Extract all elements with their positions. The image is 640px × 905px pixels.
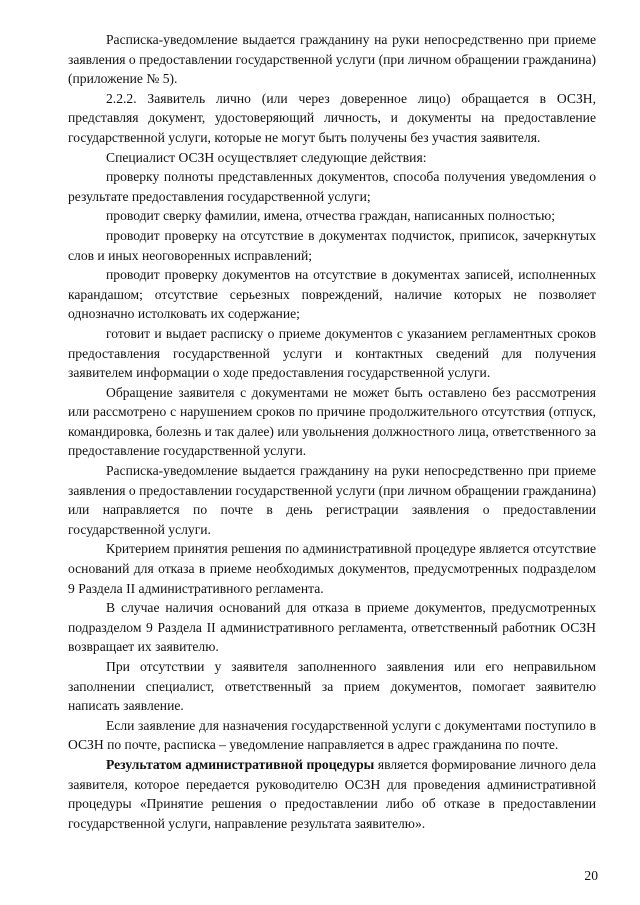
list-item: проверку полноты представленных документов, способа получения уведомления о результате предоставления государственной услуги; [68,169,596,204]
page-number: 20 [584,868,598,883]
document-body [68,30,596,833]
paragraph: Обращение заявителя с документами не может быть оставлено без рассмотрения или рассмотрено с нарушением сроков по причине продолжительного отсутствия (отпуск, командировка, болезнь и так далее) или увольнения должностного лица, ответственного за предоставление государственной услуги. [68,384,596,459]
paragraph: При отсутствии у заявителя заполненного заявления или его неправильном заполнении специалист, ответственный за прием документов, помогает заявителю написать заявление. [68,659,596,714]
result-bold-lead: Результатом административной процедуры [106,756,375,772]
paragraph: Расписка-уведомление выдается гражданину на руки непосредственно при приеме заявления о предоставлении государственной услуги (при личном обращении гражданина) (приложение № 5). [68,32,596,87]
paragraph: Расписка-уведомление выдается гражданину на руки непосредственно при приеме заявления о предоставлении государственной услуги (при личном обращении гражданина) или направляется по почте в день регистрации заявления о предоставлении государственной услуги. [68,463,596,537]
paragraph: Если заявление для назначения государственной услуги с документами поступило в ОСЗН по почте, расписка – уведомление направляется в адрес гражданина по почте. [68,717,596,753]
result-text: является формирование личного дела заявителя, которое передается руководителю ОСЗН для проведения административной процедуры «Принятие решения о предоставлении либо об отказе в предоставлении государственной услуги, направление результата заявителю». [68,756,596,831]
paragraph: 2.2.2. Заявитель лично (или через доверенное лицо) обращается в ОСЗН, представляя документ, удостоверяющий личность, и документы на предоставление государственной услуги, которые не могут быть получены без участия заявителя. [68,90,596,145]
result-paragraph [68,755,596,833]
list-item: проводит сверку фамилии, имена, отчества граждан, написанных полностью; [106,208,556,224]
paragraph: Специалист ОСЗН осуществляет следующие действия: [106,149,427,165]
paragraph: В случае наличия оснований для отказа в приеме документов, предусмотренных подразделом 9 Раздела II административного регламента, ответственный работник ОСЗН возвращает их заявителю. [68,600,596,655]
paragraph: Критерием принятия решения по административной процедуре является отсутствие оснований для отказа в приеме необходимых документов, предусмотренных подразделом 9 Раздела II административного регламента. [68,541,596,596]
list-item: проводит проверку документов на отсутствие в документах записей, исполненных карандашом; отсутствие серьезных повреждений, наличие которых не позволяет однозначно истолковать их содержание; [68,267,596,322]
list-item: проводит проверку на отсутствие в документах подчисток, приписок, зачеркнутых слов и иных неоговоренных исправлений; [68,227,596,263]
list-item: готовит и выдает расписку о приеме документов с указанием регламентных сроков предоставления государственной услуги и контактных сведений для получения заявителем информации о ходе предоставления государственной услуги. [68,325,596,381]
